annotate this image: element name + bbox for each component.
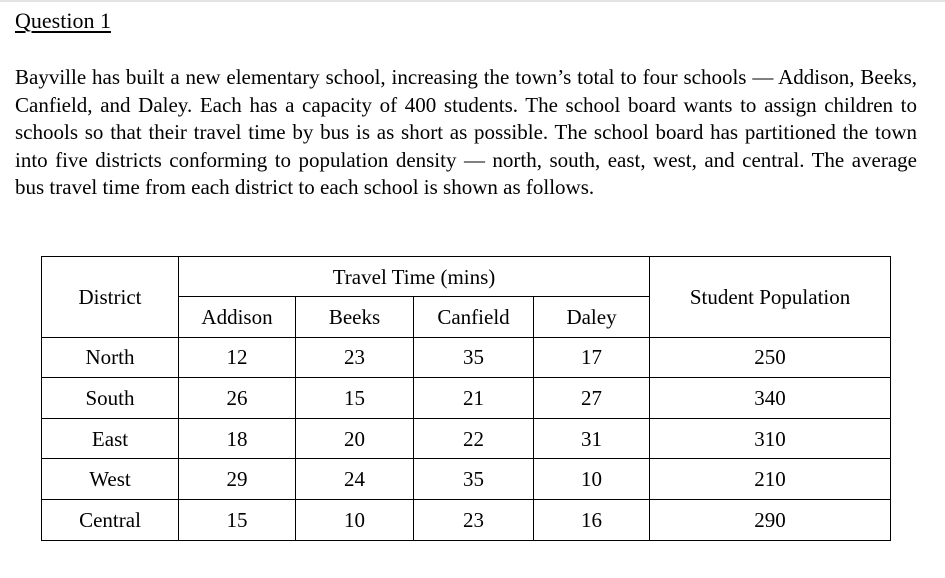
table-group-header-row	[42, 257, 891, 297]
cell-district: Central	[42, 499, 179, 540]
cell-beeks: 23	[296, 337, 414, 378]
cell-district: East	[42, 418, 179, 459]
header-district	[42, 257, 179, 338]
cell-addison: 15	[179, 499, 296, 540]
table-row	[42, 378, 891, 419]
cell-district: West	[42, 459, 179, 500]
cell-addison: 29	[179, 459, 296, 500]
table-row	[42, 418, 891, 459]
cell-population: 340	[650, 378, 891, 419]
cell-beeks: 10	[296, 499, 414, 540]
header-district-label: District	[78, 284, 142, 309]
cell-daley: 17	[534, 337, 650, 378]
cell-beeks: 20	[296, 418, 414, 459]
cell-population: 310	[650, 418, 891, 459]
cell-population: 250	[650, 337, 891, 378]
travel-time-group-label: Travel Time (mins)	[332, 264, 496, 289]
cell-addison: 26	[179, 378, 296, 419]
cell-daley: 16	[534, 499, 650, 540]
cell-daley: 27	[534, 378, 650, 419]
header-beeks-label: Beeks	[328, 304, 381, 329]
cell-canfield: 23	[414, 499, 534, 540]
cell-district: South	[42, 378, 179, 419]
cell-canfield: 35	[414, 459, 534, 500]
top-divider	[0, 0, 945, 2]
question-paragraph: Bayville has built a new elementary school, increasing the town’s total to four schools — Addison, Beeks, Canfield, and Daley. Each has a capacity of 400 students. The school board wants to assign children to schools so that their travel time by bus is as short as possible. The school board has partitioned the town into five districts conforming to population density — north, south, east, west, and central. The average bus travel time from each district to each school is shown as follows.	[15, 65, 917, 200]
header-canfield-label: Canfield	[437, 304, 510, 329]
cell-beeks: 24	[296, 459, 414, 500]
header-student-population	[650, 257, 891, 338]
question-heading: Question 1	[15, 8, 111, 33]
header-beeks	[296, 297, 414, 338]
table-row	[42, 499, 891, 540]
cell-canfield: 35	[414, 337, 534, 378]
table-row	[42, 459, 891, 500]
cell-population: 290	[650, 499, 891, 540]
cell-canfield: 21	[414, 378, 534, 419]
cell-addison: 18	[179, 418, 296, 459]
header-daley	[534, 297, 650, 338]
cell-addison: 12	[179, 337, 296, 378]
header-travel-time-group	[179, 257, 650, 297]
cell-daley: 31	[534, 418, 650, 459]
travel-time-table	[41, 256, 891, 541]
header-addison	[179, 297, 296, 338]
header-daley-label: Daley	[566, 304, 617, 329]
cell-district: North	[42, 337, 179, 378]
cell-canfield: 22	[414, 418, 534, 459]
cell-population: 210	[650, 459, 891, 500]
table-row	[42, 337, 891, 378]
header-canfield	[414, 297, 534, 338]
cell-daley: 10	[534, 459, 650, 500]
header-addison-label: Addison	[201, 304, 273, 329]
cell-beeks: 15	[296, 378, 414, 419]
header-population-label: Student Population	[689, 284, 851, 309]
